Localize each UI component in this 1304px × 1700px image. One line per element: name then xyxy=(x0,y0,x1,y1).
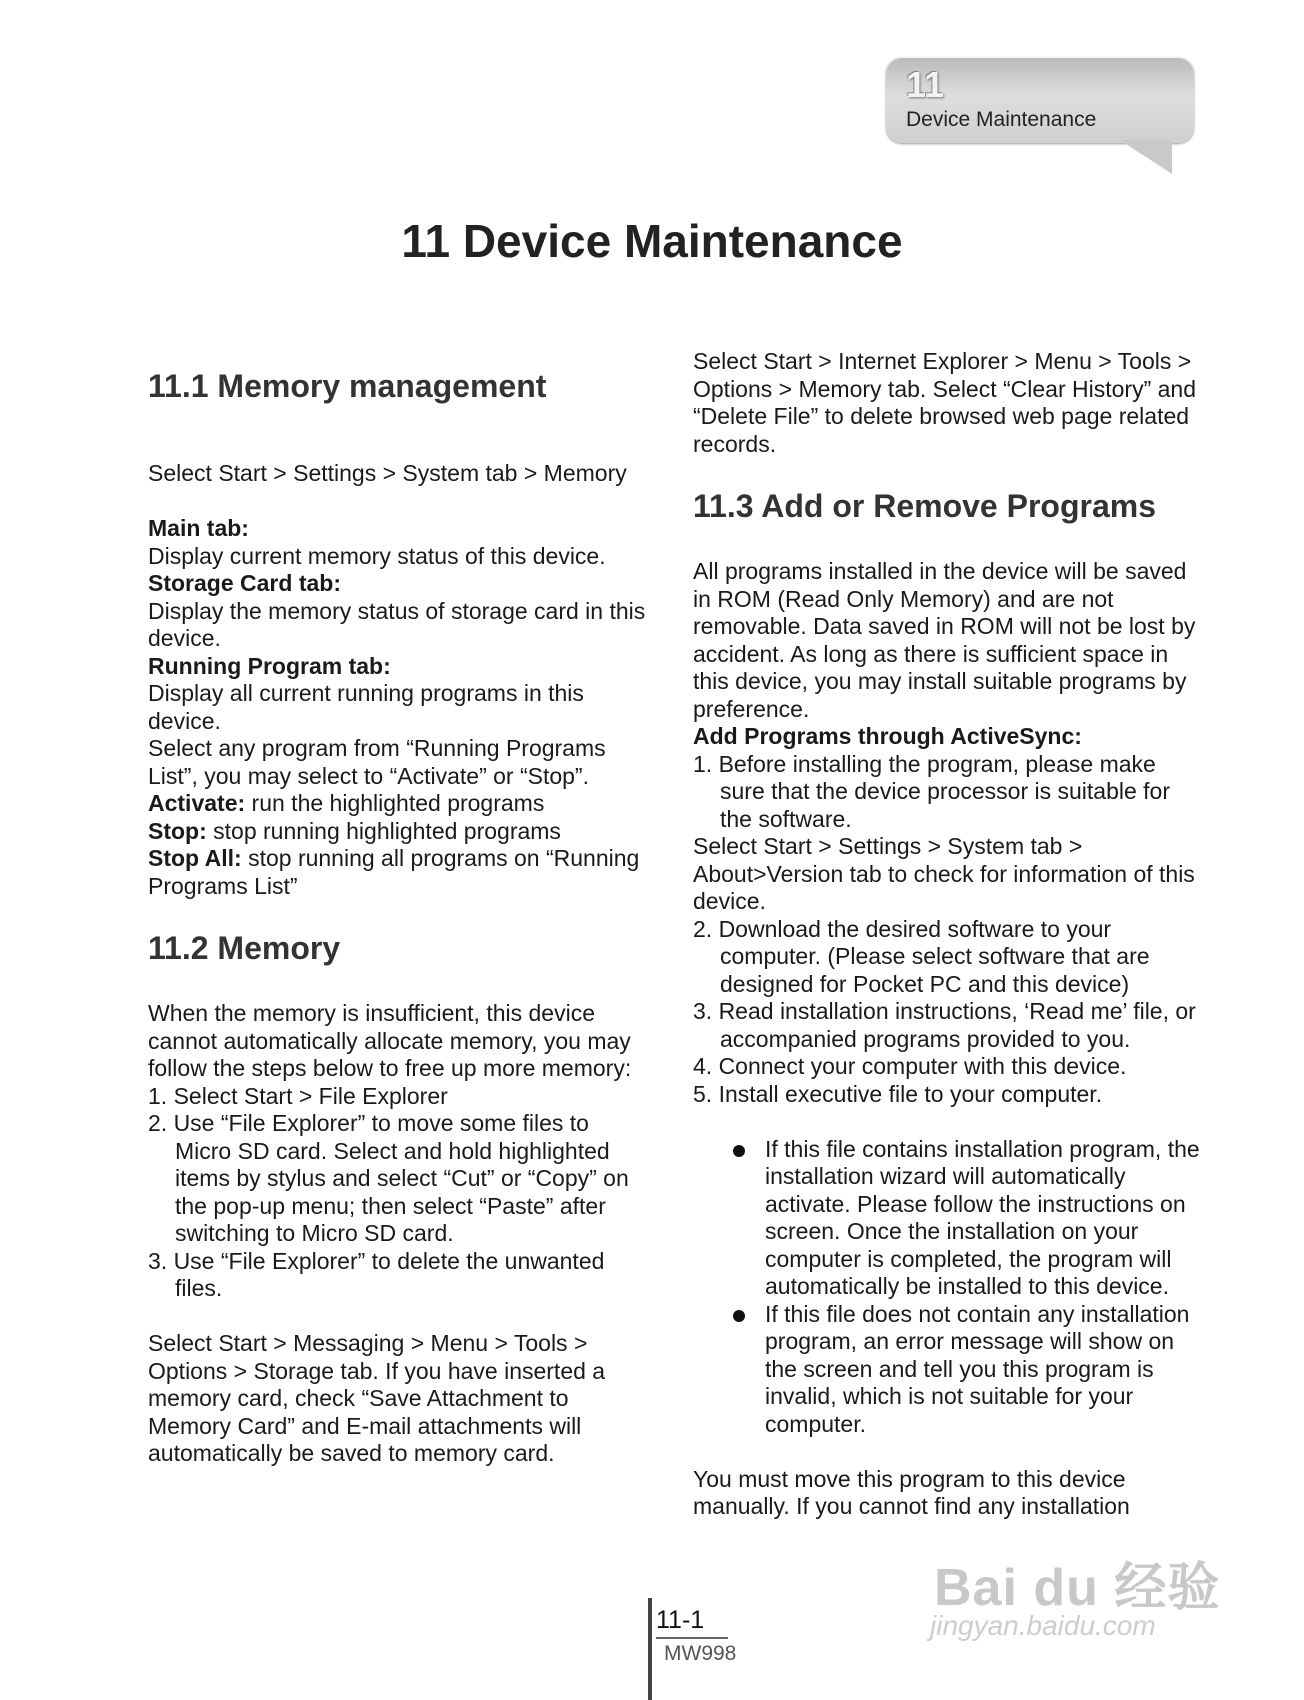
baidu-watermark-logo: Bai du 经验 xyxy=(934,1559,1221,1617)
model-label: MW998 xyxy=(664,1642,737,1665)
memory-settings-path: Select Start > Settings > System tab > Memory xyxy=(148,460,627,486)
list-item: If this file contains installation program, the installation wizard will automatically activate. Please follow the instructions on screen. Once the installation on your computer is completed, the program will automatically be installed to this device. xyxy=(693,1136,1201,1301)
section-11-2-heading: 11.2 Memory xyxy=(148,930,341,966)
main-tab-desc: Display current memory status of this device. xyxy=(148,542,606,569)
main-tab-term: Main tab: xyxy=(148,515,249,541)
section-11-3-heading: 11.3 Add or Remove Programs xyxy=(693,488,1156,524)
chapter-badge-title: Device Maintenance xyxy=(906,108,1097,131)
list-item: 2. Use “File Explorer” to move some files to Micro SD card. Select and hold highlighted items by stylus and select “Cut” or “Copy” on the pop-up menu; then select “Paste” after switching to Micro SD card. xyxy=(148,1110,629,1246)
section-11-3-intro: All programs installed in the device will be saved in ROM (Read Only Memory) and are not removable. Data saved in ROM will not be lost by accident. As long as there is sufficient space in this device, you may install suitable programs by preference. xyxy=(693,558,1196,722)
section-11-2-intro: When the memory is insufficient, this device cannot automatically allocate memory, you may follow the steps below to free up more memory: xyxy=(148,1000,632,1081)
ie-memory-text: Select Start > Internet Explorer > Menu > Tools > Options > Memory tab. Select “Clear History” and “Delete File” to delete browsed web page related records. xyxy=(693,348,1196,457)
list-item: 3. Use “File Explorer” to delete the unwanted files. xyxy=(148,1247,605,1301)
stopall-term: Stop All: xyxy=(148,845,242,871)
list-item: 1. Select Start > File Explorer xyxy=(148,1082,448,1109)
running-tab-desc: Display all current running programs in this device. xyxy=(148,680,584,734)
page-number: 11-1 xyxy=(656,1606,705,1634)
messaging-storage-text: Select Start > Messaging > Menu > Tools > Options > Storage tab. If you have inserted a memory card, check “Save Attachment to Memory Card” and E-mail attachments will automatically be saved to memory card. xyxy=(148,1330,606,1466)
baidu-watermark-url: jingyan.baidu.com xyxy=(930,1610,1156,1641)
storage-tab-term: Storage Card tab: xyxy=(148,570,341,596)
stop-term: Stop: xyxy=(148,817,207,844)
memory-steps-list xyxy=(148,1083,648,1303)
bullet-icon xyxy=(733,1310,745,1322)
chapter-badge-tail xyxy=(1120,140,1172,174)
list-item: 2. Download the desired software to your computer. (Please select software that are designed for Pocket PC and this device) xyxy=(693,915,1150,997)
closing-text: You must move this program to this device manually. If you cannot find any installation xyxy=(693,1465,1130,1519)
footer-divider xyxy=(648,1598,652,1700)
bullet-icon xyxy=(733,1145,745,1157)
activesync-heading: Add Programs through ActiveSync: xyxy=(693,723,1082,749)
page-title: 11 Device Maintenance xyxy=(401,215,903,267)
right-column xyxy=(693,348,1201,1521)
activate-term: Activate: xyxy=(148,790,246,816)
list-item: 4. Connect your computer with this device. xyxy=(693,1053,1127,1079)
left-column xyxy=(148,368,648,1468)
storage-tab-desc: Display the memory status of storage card in this device. xyxy=(148,597,646,651)
running-select-text: Select any program from “Running Programs List”, you may select to “Activate” or “Stop”. xyxy=(148,735,606,789)
list-item: 3. Read installation instructions, ‘Read me’ file, or accompanied programs provided to you. xyxy=(693,998,1196,1052)
list-item: 5. Install executive file to your computer. xyxy=(693,1080,1103,1107)
stopall-desc: stop running all programs on “Running Programs List” xyxy=(148,845,640,899)
section-11-1-heading: 11.1 Memory management xyxy=(148,368,547,404)
chapter-badge-number: 11 xyxy=(906,64,945,105)
about-version-text: Select Start > Settings > System tab > About>Version tab to check for information of this device. xyxy=(693,833,1195,914)
running-tab-term: Running Program tab: xyxy=(148,652,391,679)
activesync-step-1 xyxy=(693,751,1201,834)
stop-desc: stop running highlighted programs xyxy=(206,817,561,844)
activate-desc: run the highlighted programs xyxy=(245,790,545,816)
page-number-underline xyxy=(656,1637,728,1639)
activesync-steps-list xyxy=(693,916,1201,1109)
install-bullets-list xyxy=(693,1136,1201,1439)
list-item: If this file does not contain any installation program, an error message will show on the screen and tell you this program is invalid, which is not suitable for your computer. xyxy=(693,1301,1201,1439)
list-item: 1. Before installing the program, please make sure that the device processor is suitable for the software. xyxy=(693,750,1171,832)
